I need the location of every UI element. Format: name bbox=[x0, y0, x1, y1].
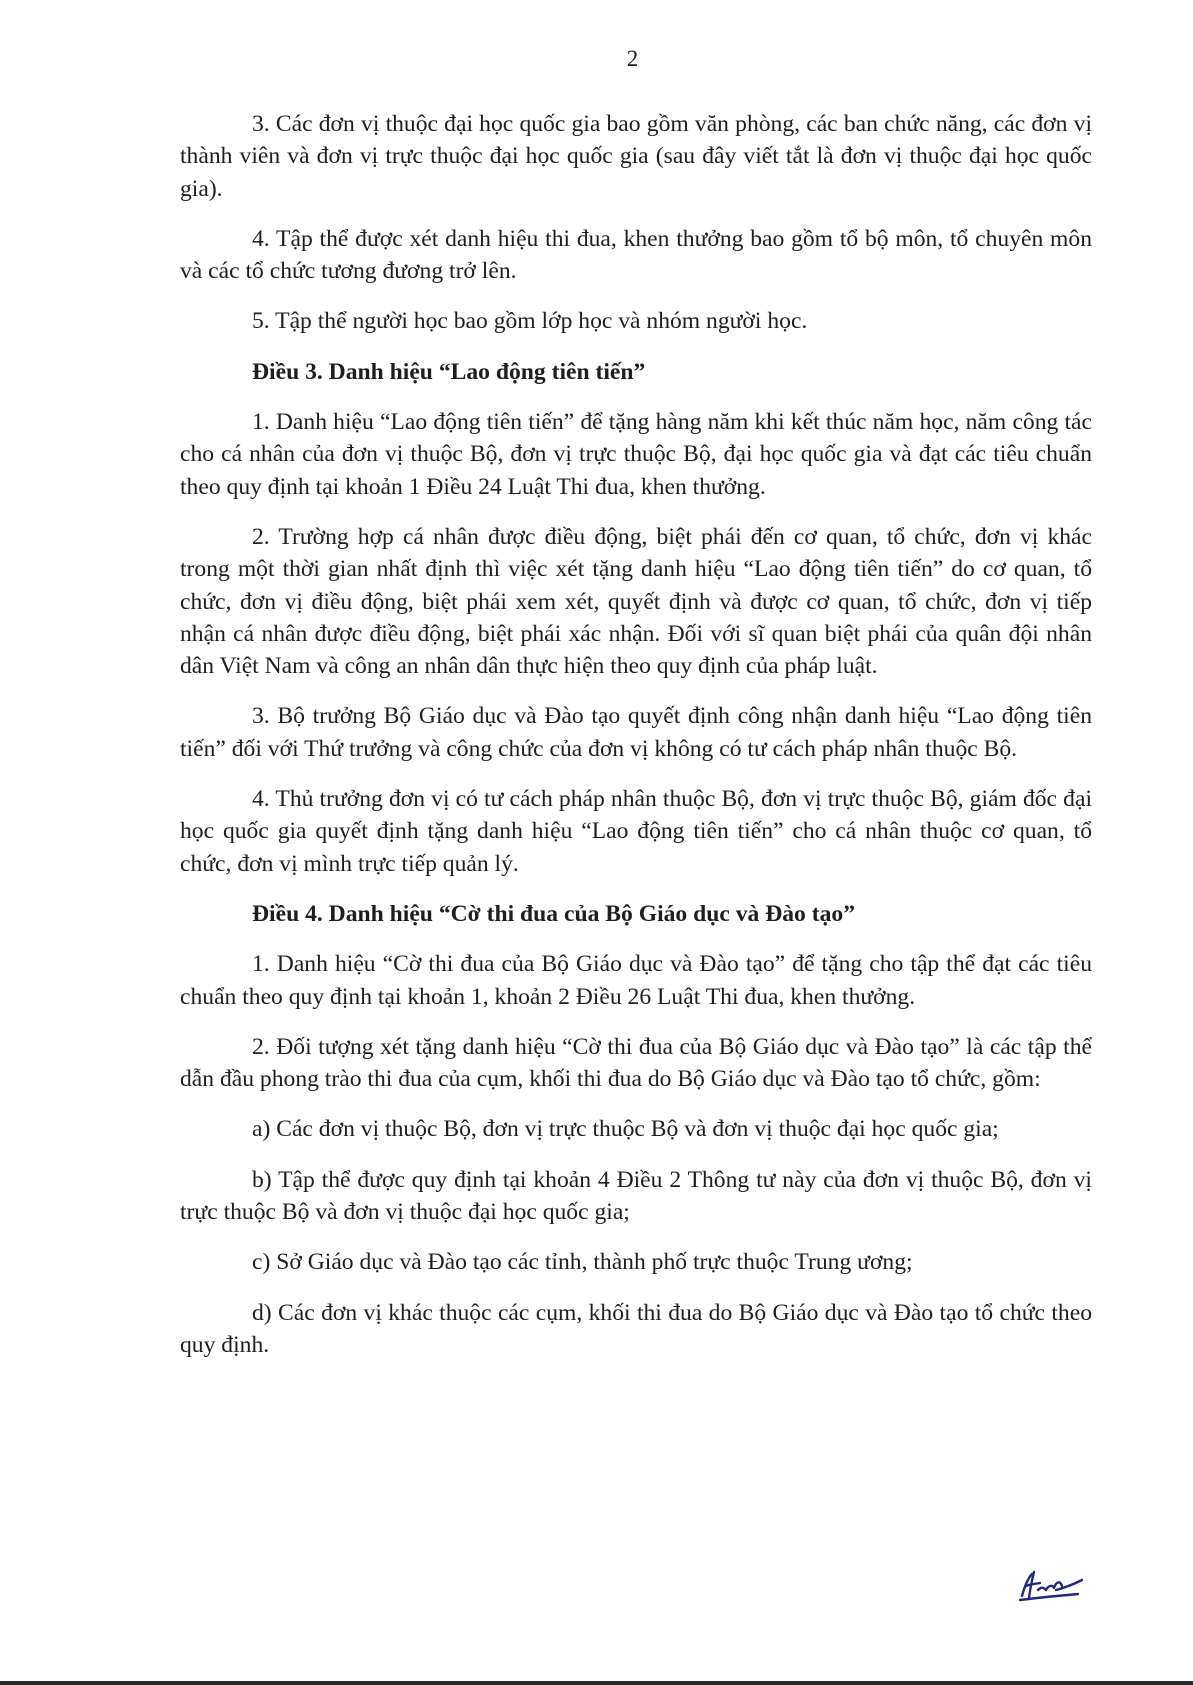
document-body bbox=[180, 108, 1092, 1379]
article-4-clause-1: 1. Danh hiệu “Cờ thi đua của Bộ Giáo dục và Đào tạo” để tặng cho tập thể đạt các tiêu chuẩn theo quy định tại khoản 1, khoản 2 Điều 26 Luật Thi đua, khen thưởng. bbox=[180, 951, 1092, 1010]
article-4-item-d: d) Các đơn vị khác thuộc các cụm, khối thi đua do Bộ Giáo dục và Đào tạo tổ chức theo quy định. bbox=[180, 1299, 1092, 1358]
article-4-item-a: a) Các đơn vị thuộc Bộ, đơn vị trực thuộc Bộ và đơn vị thuộc đại học quốc gia; bbox=[252, 1116, 999, 1143]
article-4-item-c: c) Sở Giáo dục và Đào tạo các tỉnh, thành phố trực thuộc Trung ương; bbox=[252, 1249, 913, 1276]
clause-5: 5. Tập thể người học bao gồm lớp học và nhóm người học. bbox=[252, 308, 808, 335]
article-4-clause-2: 2. Đối tượng xét tặng danh hiệu “Cờ thi đua của Bộ Giáo dục và Đào tạo” là các tập thể dẫn đầu phong trào thi đua của cụm, khối thi đua do Bộ Giáo dục và Đào tạo tổ chức, gồm: bbox=[180, 1033, 1092, 1093]
bottom-edge-line bbox=[0, 1681, 1193, 1685]
clause-4: 4. Tập thể được xét danh hiệu thi đua, khen thưởng bao gồm tổ bộ môn, tổ chuyên môn và các tổ chức tương đương trở lên. bbox=[180, 225, 1092, 285]
page-number: 2 bbox=[626, 46, 639, 71]
article-4-heading: Điều 4. Danh hiệu “Cờ thi đua của Bộ Giáo dục và Đào tạo” bbox=[252, 900, 855, 927]
article-3-heading: Điều 3. Danh hiệu “Lao động tiên tiến” bbox=[252, 358, 646, 385]
clause-3: 3. Các đơn vị thuộc đại học quốc gia bao gồm văn phòng, các ban chức năng, các đơn vị thành viên và đơn vị trực thuộc đại học quốc gia (sau đây viết tắt là đơn vị thuộc đại học quốc gia). bbox=[180, 111, 1092, 202]
article-3-clause-4: 4. Thủ trưởng đơn vị có tư cách pháp nhân thuộc Bộ, đơn vị trực thuộc Bộ, giám đốc đại học quốc gia quyết định tặng danh hiệu “Lao động tiên tiến” cho cá nhân thuộc cơ quan, tổ chức, đơn vị mình trực tiếp quản lý. bbox=[180, 786, 1092, 877]
article-4-item-b: b) Tập thể được quy định tại khoản 4 Điều 2 Thông tư này của đơn vị thuộc Bộ, đơn vị trực thuộc Bộ và đơn vị thuộc đại học quốc gia; bbox=[180, 1166, 1092, 1226]
article-3-clause-3: 3. Bộ trưởng Bộ Giáo dục và Đào tạo quyết định công nhận danh hiệu “Lao động tiên tiến” đối với Thứ trưởng và công chức của đơn vị không có tư cách pháp nhân thuộc Bộ. bbox=[180, 703, 1092, 762]
signature-initials bbox=[1016, 1566, 1086, 1606]
article-3-clause-1: 1. Danh hiệu “Lao động tiên tiến” để tặng hàng năm khi kết thúc năm học, năm công tác cho cá nhân của đơn vị thuộc Bộ, đơn vị trực thuộc Bộ, đại học quốc gia và đạt các tiêu chuẩn theo quy định tại khoản 1 Điều 24 Luật Thi đua, khen thưởng. bbox=[180, 409, 1092, 500]
article-3-clause-2: 2. Trường hợp cá nhân được điều động, biệt phái đến cơ quan, tổ chức, đơn vị khác trong một thời gian nhất định thì việc xét tặng danh hiệu “Lao động tiên tiến” do cơ quan, tổ chức, đơn vị điều động, biệt phái xem xét, quyết định và được cơ quan, tổ chức, đơn vị tiếp nhận cá nhân được điều động, biệt phái xác nhận. Đối với sĩ quan biệt phái của quân đội nhân dân Việt Nam và công an nhân dân thực hiện theo quy định của pháp luật. bbox=[180, 523, 1092, 680]
